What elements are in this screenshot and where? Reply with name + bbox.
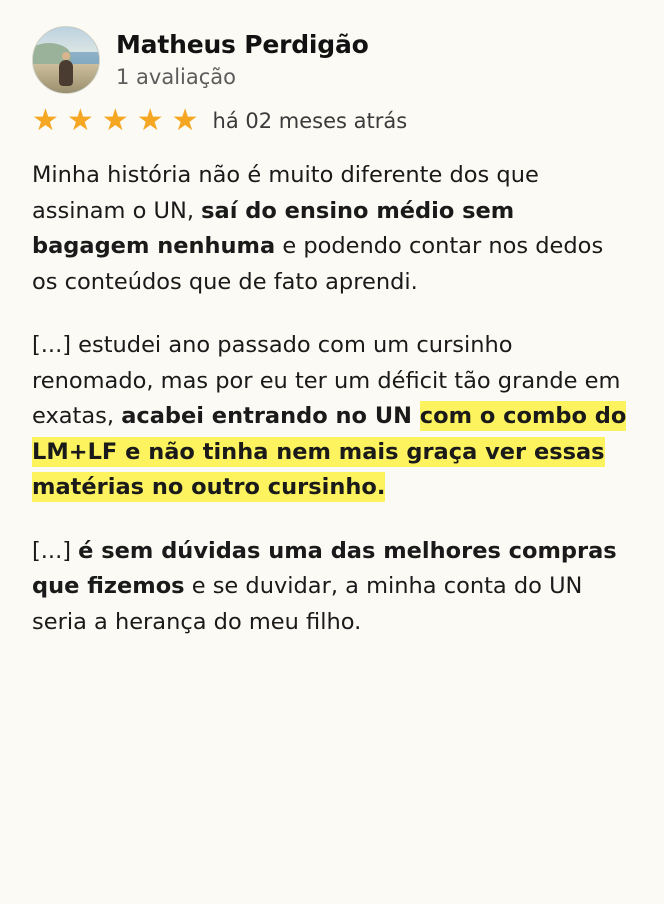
bold-text: saí do ensino médio sem bagagem nenhuma — [32, 197, 515, 260]
highlighted-text: com o combo do LM+LF e não tinha nem mais graça ver essas matérias no outro cursinho. — [32, 403, 627, 501]
review-body — [32, 158, 632, 641]
star-icon: ★ — [136, 103, 164, 138]
star-icon: ★ — [66, 103, 94, 138]
star-icon: ★ — [101, 103, 129, 138]
review-paragraph — [32, 534, 632, 641]
review-timestamp: há 02 meses atrás — [212, 109, 408, 133]
avatar-person — [59, 60, 73, 86]
bold-text: acabei entrando no UN — [121, 403, 420, 430]
review-paragraph — [32, 328, 632, 506]
review-identity — [116, 31, 369, 89]
star-rating — [32, 103, 199, 138]
review-header — [32, 26, 632, 94]
review-paragraph — [32, 158, 632, 300]
text-run: [...] estudei ano passado com um cursinho renomado, mas por eu ter um déficit tão grande em exatas, — [32, 332, 621, 430]
text-run: e podendo contar nos dedos os conteúdos que de fato aprendi. — [32, 233, 604, 295]
star-icon: ★ — [171, 103, 199, 138]
star-icon: ★ — [32, 103, 59, 138]
bold-text: é sem dúvidas uma das melhores compras que fizemos — [32, 537, 617, 600]
avatar — [32, 26, 100, 94]
rating-row — [32, 103, 632, 138]
text-run: [...] — [32, 537, 79, 564]
author-name: Matheus Perdigão — [116, 30, 369, 60]
text-run: e se duvidar, a minha conta do UN seria a herança do meu filho. — [32, 573, 583, 636]
review-count: 1 avaliação — [116, 64, 237, 89]
text-run: Minha história não é muito diferente dos que assinam o UN, — [32, 162, 539, 224]
